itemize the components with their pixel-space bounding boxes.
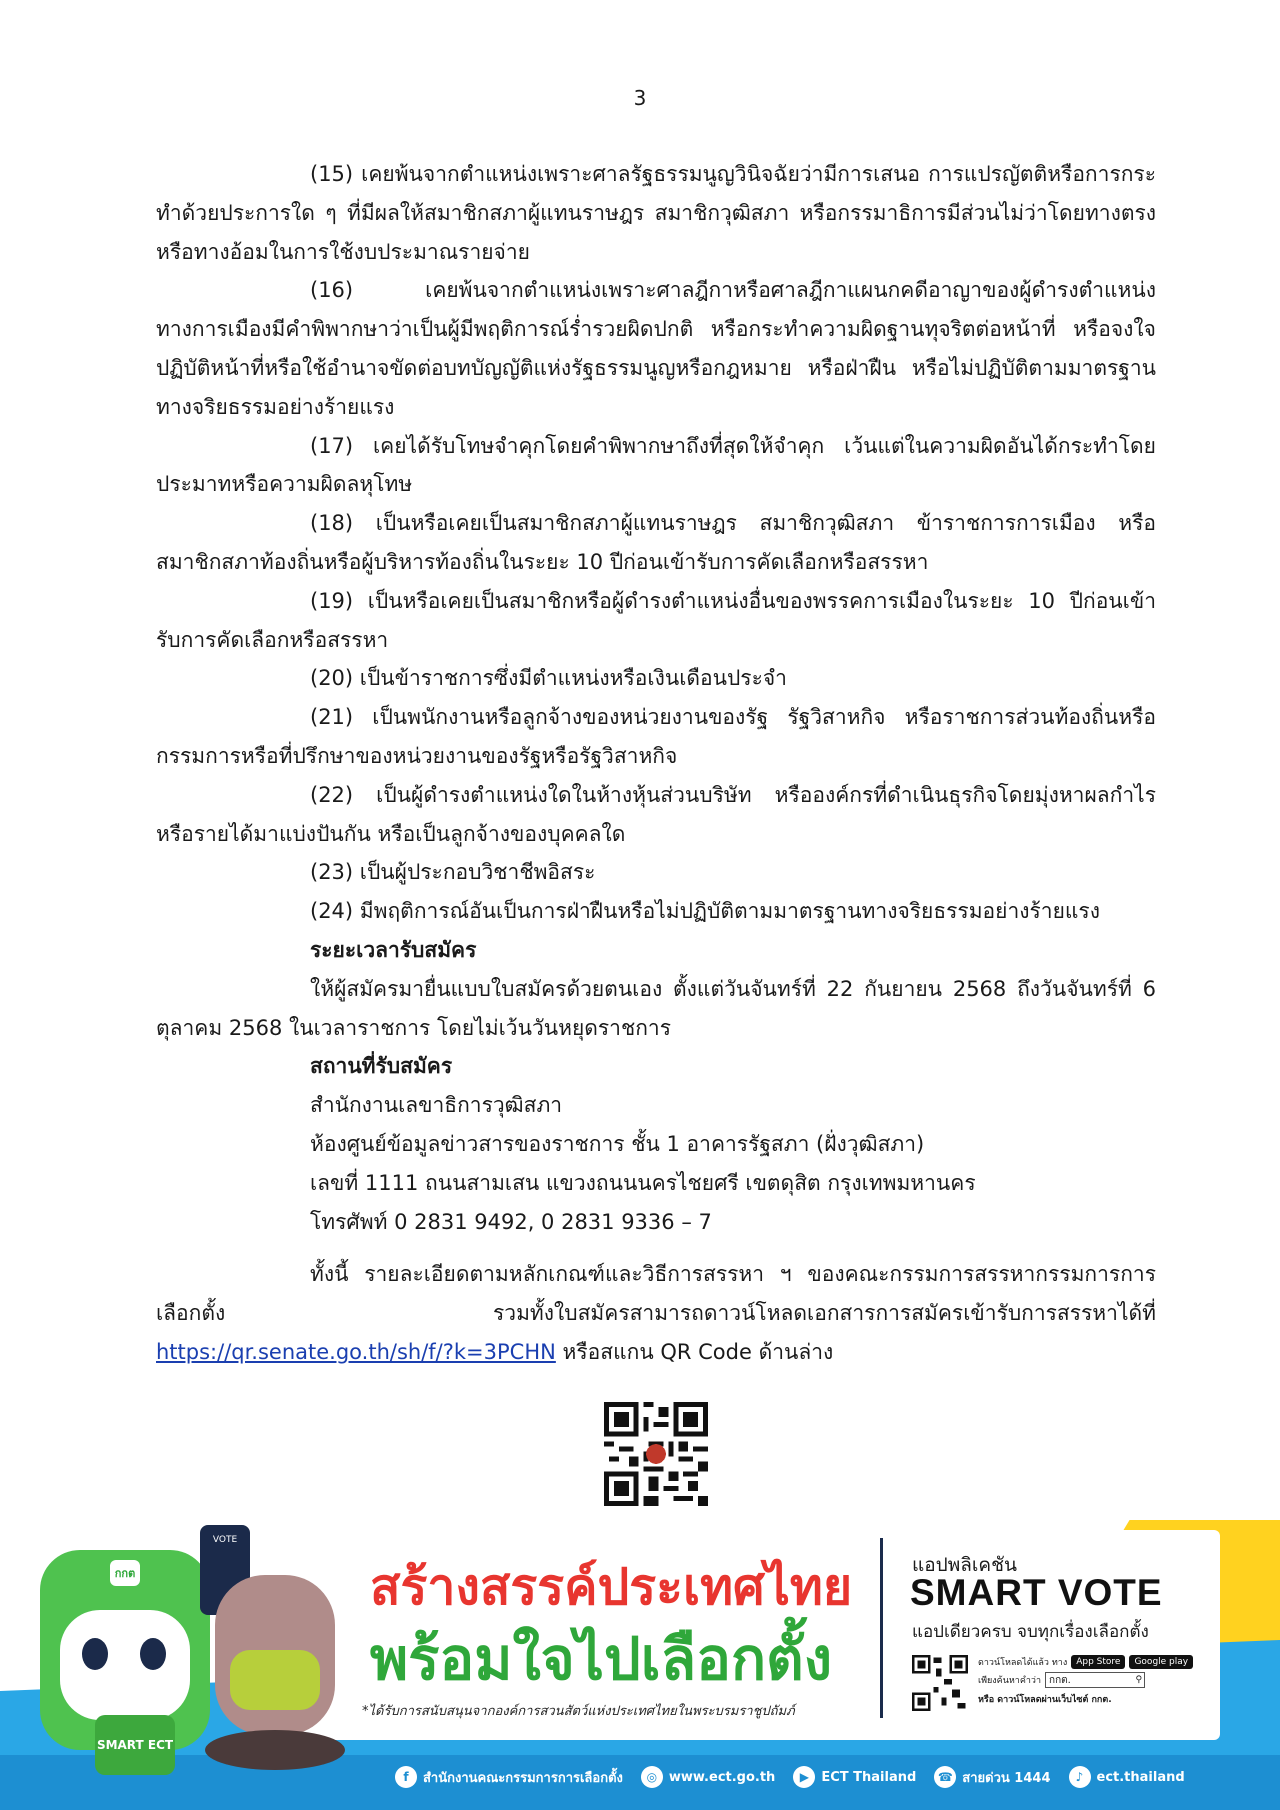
footer-website[interactable]: www.ect.go.th bbox=[668, 1769, 776, 1785]
footer-org[interactable]: สำนักงานคณะกรรมการการเลือกตั้ง bbox=[423, 1770, 623, 1786]
slogan-line-1: สร้างสรรค์ประเทศไทย bbox=[370, 1559, 853, 1615]
item-18: (18) เป็นหรือเคยเป็นสมาชิกสภาผู้แทนราษฎร สมาชิกวุฒิสภา ข้าราชการการเมือง หรือสมาชิกสภาท้องถิ่นหรือผู้บริหารท้องถิ่นในระยะ 10 ปีก่อนเข้ารับการคัดเลือกหรือสรรหา bbox=[156, 511, 1156, 574]
item-23: (23) เป็นผู้ประกอบวิชาชีพอิสระ bbox=[310, 860, 596, 885]
place-line-2: ห้องศูนย์ข้อมูลข่าวสารของราชการ ชั้น 1 อาคารรัฐสภา (ฝั่งวุฒิสภา) bbox=[310, 1131, 925, 1156]
smart-vote-banner bbox=[0, 1520, 1280, 1810]
search-box: กกต. ⚲ bbox=[1045, 1672, 1145, 1688]
place-heading: สถานที่รับสมัคร bbox=[310, 1054, 453, 1079]
phone-icon: VOTE bbox=[200, 1525, 250, 1615]
item-19: (19) เป็นหรือเคยเป็นสมาชิกหรือผู้ดำรงตำแหน่งอื่นของพรรคการเมืองในระยะ 10 ปีก่อนเข้ารับการคัดเลือกหรือสรรหา bbox=[156, 588, 1156, 652]
period-text: ให้ผู้สมัครมายื่นแบบใบสมัครด้วยตนเอง ตั้งแต่วันจันทร์ที่ 22 กันยายน 2568 ถึงวันจันทร์ที่ 6 ตุลาคม 2568 ในเวลาราชการ โดยไม่เว้นวันหยุดราชการ bbox=[156, 976, 1156, 1040]
globe-icon: ◎ bbox=[641, 1766, 663, 1788]
item-15: (15) เคยพ้นจากตำแหน่งเพราะศาลรัฐธรรมนูญวินิจฉัยว่ามีการเสนอ การแปรญัตติหรือการกระทำด้วยประการใด ๆ ที่มีผลให้สมาชิกสภาผู้แทนราษฎร สมาชิกวุฒิสภา หรือกรรมาธิการมีส่วนไม่ว่าโดยทางตรงหรือทางอ้อมในการใช้งบประมาณรายจ่าย bbox=[156, 162, 1156, 264]
footer-bar bbox=[395, 1766, 1193, 1788]
footer-youtube[interactable]: ECT Thailand bbox=[821, 1769, 917, 1785]
app-name: SMART VOTE bbox=[910, 1572, 1163, 1613]
tiktok-icon: ♪ bbox=[1069, 1766, 1091, 1788]
google-play-button[interactable]: Google play bbox=[1129, 1655, 1193, 1669]
footer-tiktok[interactable]: ect.thailand bbox=[1096, 1769, 1185, 1785]
search-row bbox=[978, 1672, 1145, 1688]
item-20: (20) เป็นข้าราชการซึ่งมีตำแหน่งหรือเงินเดือนประจำ bbox=[310, 666, 787, 691]
mascot-shirt-label: SMART ECT bbox=[95, 1715, 175, 1775]
footer-hotline: สายด่วน 1444 bbox=[962, 1770, 1051, 1786]
item-24: (24) มีพฤติการณ์อันเป็นการฝ่าฝืนหรือไม่ปฏิบัติตามมาตรฐานทางจริยธรรมอย่างร้ายแรง bbox=[310, 899, 1100, 924]
item-17: (17) เคยได้รับโทษจำคุกโดยคำพิพากษาถึงที่สุดให้จำคุก เว้นแต่ในความผิดอันได้กระทำโดยประมาทหรือความผิดลหุโทษ bbox=[156, 433, 1156, 497]
closing-paragraph bbox=[156, 1255, 1156, 1371]
qr-code bbox=[604, 1402, 708, 1506]
search-prefix: เพียงค้นหาคำว่า bbox=[978, 1676, 1042, 1686]
place-line-1: สำนักงานเลขาธิการวุฒิสภา bbox=[310, 1093, 563, 1118]
item-22: (22) เป็นผู้ดำรงตำแหน่งใดในห้างหุ้นส่วนบริษัท หรือองค์กรที่ดำเนินธุรกิจโดยมุ่งหาผลกำไรหรือรายได้มาแบ่งปันกัน หรือเป็นลูกจ้างของบุคคลใด bbox=[156, 782, 1156, 846]
slogan-line-2: พร้อมใจไปเลือกตั้ง bbox=[370, 1627, 833, 1692]
item-16: (16) เคยพ้นจากตำแหน่งเพราะศาลฎีกาหรือศาลฎีกาแผนกคดีอาญาของผู้ดำรงตำแหน่งทางการเมืองมีคำพิพากษาว่าเป็นผู้มีพฤติการณ์ร่ำรวยผิดปกติ หรือกระทำความผิดฐานทุจริตต่อหน้าที่ หรือจงใจปฏิบัติหน้าที่หรือใช้อำนาจขัดต่อบทบัญญัติแห่งรัฐธรรมนูญหรือกฎหมาย หรือฝ่าฝืน หรือไม่ปฏิบัติตามมาตรฐานทางจริยธรรมอย่างร้ายแรง bbox=[156, 278, 1156, 419]
period-heading: ระยะเวลารับสมัคร bbox=[310, 937, 477, 962]
app-qr-code bbox=[912, 1655, 968, 1711]
youtube-icon: ▶ bbox=[793, 1766, 815, 1788]
download-prefix: ดาวน์โหลดได้แล้ว ทาง bbox=[978, 1658, 1068, 1668]
app-label: แอปพลิเคชัน bbox=[912, 1554, 1017, 1576]
app-store-button[interactable]: App Store bbox=[1071, 1655, 1125, 1669]
divider bbox=[880, 1538, 883, 1718]
store-row bbox=[978, 1655, 1193, 1669]
app-tagline: แอปเดียวครบ จบทุกเรื่องเลือกตั้ง bbox=[912, 1622, 1149, 1642]
closing-text: ทั้งนี้ รายละเอียดตามหลักเกณฑ์และวิธีการสรรหา ฯ ของคณะกรรมการสรรหากรรมการการเลือกตั้ง รวมทั้งใบสมัครสามารถดาวน์โหลดเอกสารการสมัครเข้ารับการสรรหาได้ที่ bbox=[156, 1262, 1156, 1326]
support-note: *ได้รับการสนับสนุนจากองค์การสวนสัตว์แห่งประเทศไทยในพระบรมราชูปถัมภ์ bbox=[362, 1704, 795, 1719]
download-link[interactable]: https://qr.senate.go.th/sh/f/?k=3PCHN bbox=[156, 1339, 556, 1364]
phone-call-icon: ☎ bbox=[934, 1766, 956, 1788]
facebook-icon: f bbox=[395, 1766, 417, 1788]
page-number: 3 bbox=[633, 86, 647, 110]
search-icon: ⚲ bbox=[1135, 1675, 1143, 1685]
document-body bbox=[156, 155, 1156, 1372]
mascot-badge: กกต bbox=[110, 1560, 140, 1586]
closing-after: หรือสแกน QR Code ด้านล่าง bbox=[555, 1339, 834, 1364]
download-web-note: หรือ ดาวน์โหลดผ่านเว็บไซต์ กกต. bbox=[978, 1695, 1112, 1705]
place-line-4: โทรศัพท์ 0 2831 9492, 0 2831 9336 – 7 bbox=[310, 1209, 712, 1234]
item-21: (21) เป็นพนักงานหรือลูกจ้างของหน่วยงานของรัฐ รัฐวิสาหกิจ หรือราชการส่วนท้องถิ่นหรือกรรมการหรือที่ปรึกษาของหน่วยงานของรัฐหรือรัฐวิสาหกิจ bbox=[156, 705, 1156, 768]
place-line-3: เลขที่ 1111 ถนนสามเสน แขวงถนนนครไชยศรี เขตดุสิต กรุงเทพมหานคร bbox=[310, 1170, 976, 1195]
